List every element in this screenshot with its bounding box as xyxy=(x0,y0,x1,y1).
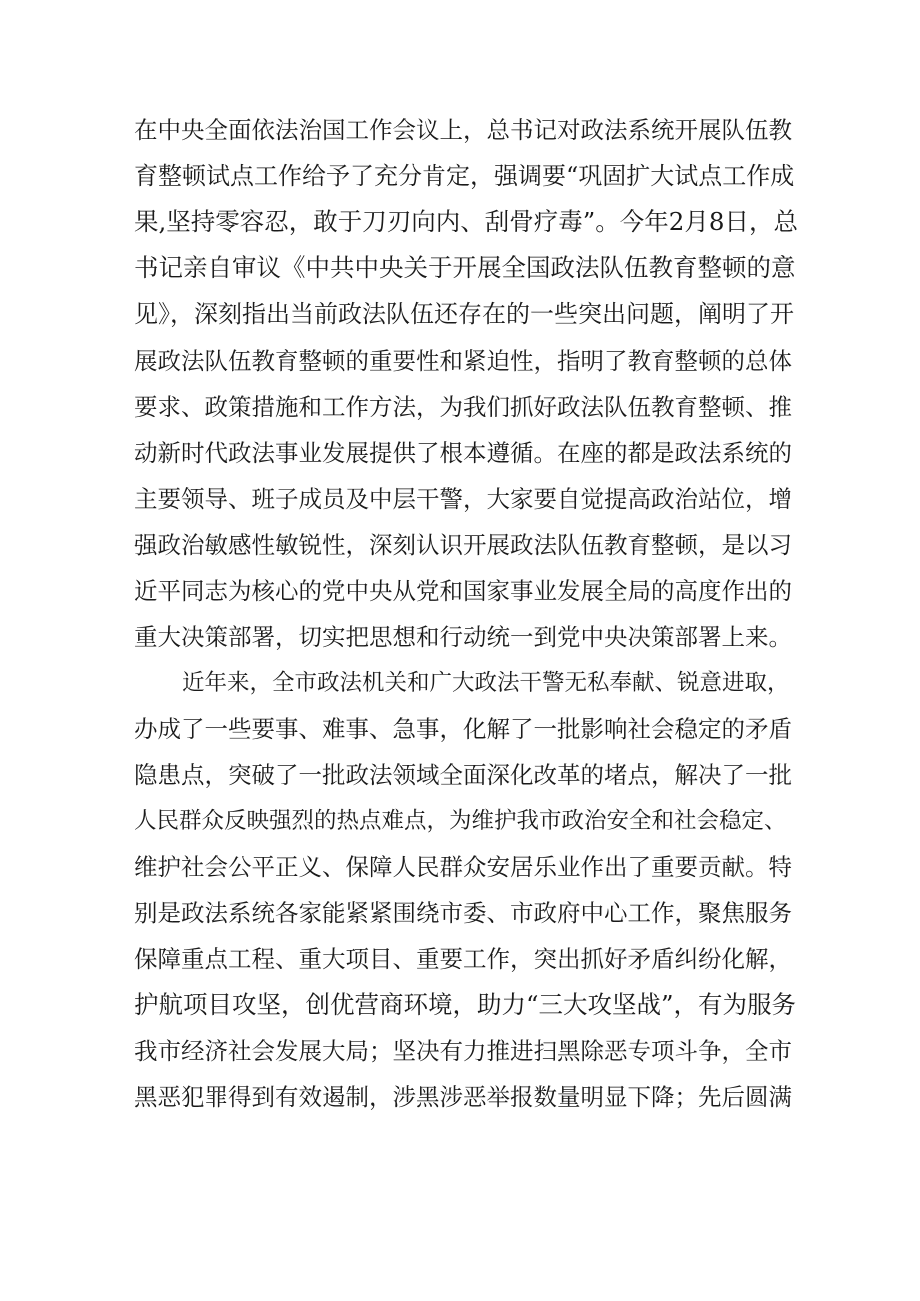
paragraph-1-line-7: 要求、政策措施和工作方法，为我们抓好政法队伍教育整顿、推 xyxy=(134,393,792,421)
paragraph-2-line-6: 别是政法系统各家能紧紧围绕市委、市政府中心工作，聚焦服务 xyxy=(134,899,792,927)
paragraph-1-line-12: 重大决策部署，切实把思想和行动统一到党中央决策部署上来。 xyxy=(134,623,792,651)
paragraph-1-line-5: 见》，深刻指出当前政法队伍还存在的一些突出问题，阐明了开 xyxy=(134,300,794,328)
paragraph-2-line-1: 近年来，全市政法机关和广大政法干警无私奉献、锐意进取， xyxy=(182,670,790,696)
paragraph-1-line-4: 书记亲自审议《中共中央关于开展全国政法队伍教育整顿的意 xyxy=(134,253,796,282)
paragraph-2-line-4: 人民群众反映强烈的热点难点，为维护我市政治安全和社会稳定、 xyxy=(134,808,787,834)
paragraph-2-line-9: 我市经济社会发展大局；坚决有力推进扫黑除恶专项斗争，全市 xyxy=(134,1037,792,1065)
paragraph-2-line-7: 保障重点工程、重大项目、重要工作，突出抓好矛盾纠纷化解， xyxy=(134,945,792,973)
paragraph-1-line-9: 主要领导、班子成员及中层干警，大家要自觉提高政治站位，增 xyxy=(134,485,792,513)
paragraph-2-line-8: 护航项目攻坚，创优营商环境，助力“三大攻坚战”，有为服务 xyxy=(134,990,797,1019)
paragraph-1-line-11: 近平同志为核心的党中央从党和国家事业发展全局的高度作出的 xyxy=(134,577,792,605)
paragraph-1-line-2: 育整顿试点工作给予了充分肯定，强调要“巩固扩大试点工作成 xyxy=(134,162,795,190)
paragraph-2-line-2: 办成了一些要事、难事、急事，化解了一批影响社会稳定的矛盾 xyxy=(134,715,792,743)
paragraph-2-line-3: 隐患点，突破了一批政法领域全面深化改革的堵点，解决了一批 xyxy=(134,761,792,789)
paragraph-1-line-10: 强政治敏感性敏锐性，深刻认识开展政法队伍教育整顿，是以习 xyxy=(134,531,792,559)
paragraph-1-line-1: 在中央全面依法治国工作会议上，总书记对政法系统开展队伍教 xyxy=(134,116,792,144)
paragraph-2-line-5: 维护社会公平正义、保障人民群众安居乐业作出了重要贡献。特 xyxy=(134,853,792,881)
paragraph-1-line-8: 动新时代政法事业发展提供了根本遵循。在座的都是政法系统的 xyxy=(134,439,792,467)
paragraph-1-line-3: 果,坚持零容忍，敢于刀刃向内、刮骨疗毒”。今年2月8日，总 xyxy=(134,207,798,236)
paragraph-1-line-6: 展政法队伍教育整顿的重要性和紧迫性，指明了教育整顿的总体 xyxy=(134,347,792,375)
paragraph-2-line-10: 黑恶犯罪得到有效遏制，涉黑涉恶举报数量明显下降；先后圆满 xyxy=(134,1083,792,1111)
